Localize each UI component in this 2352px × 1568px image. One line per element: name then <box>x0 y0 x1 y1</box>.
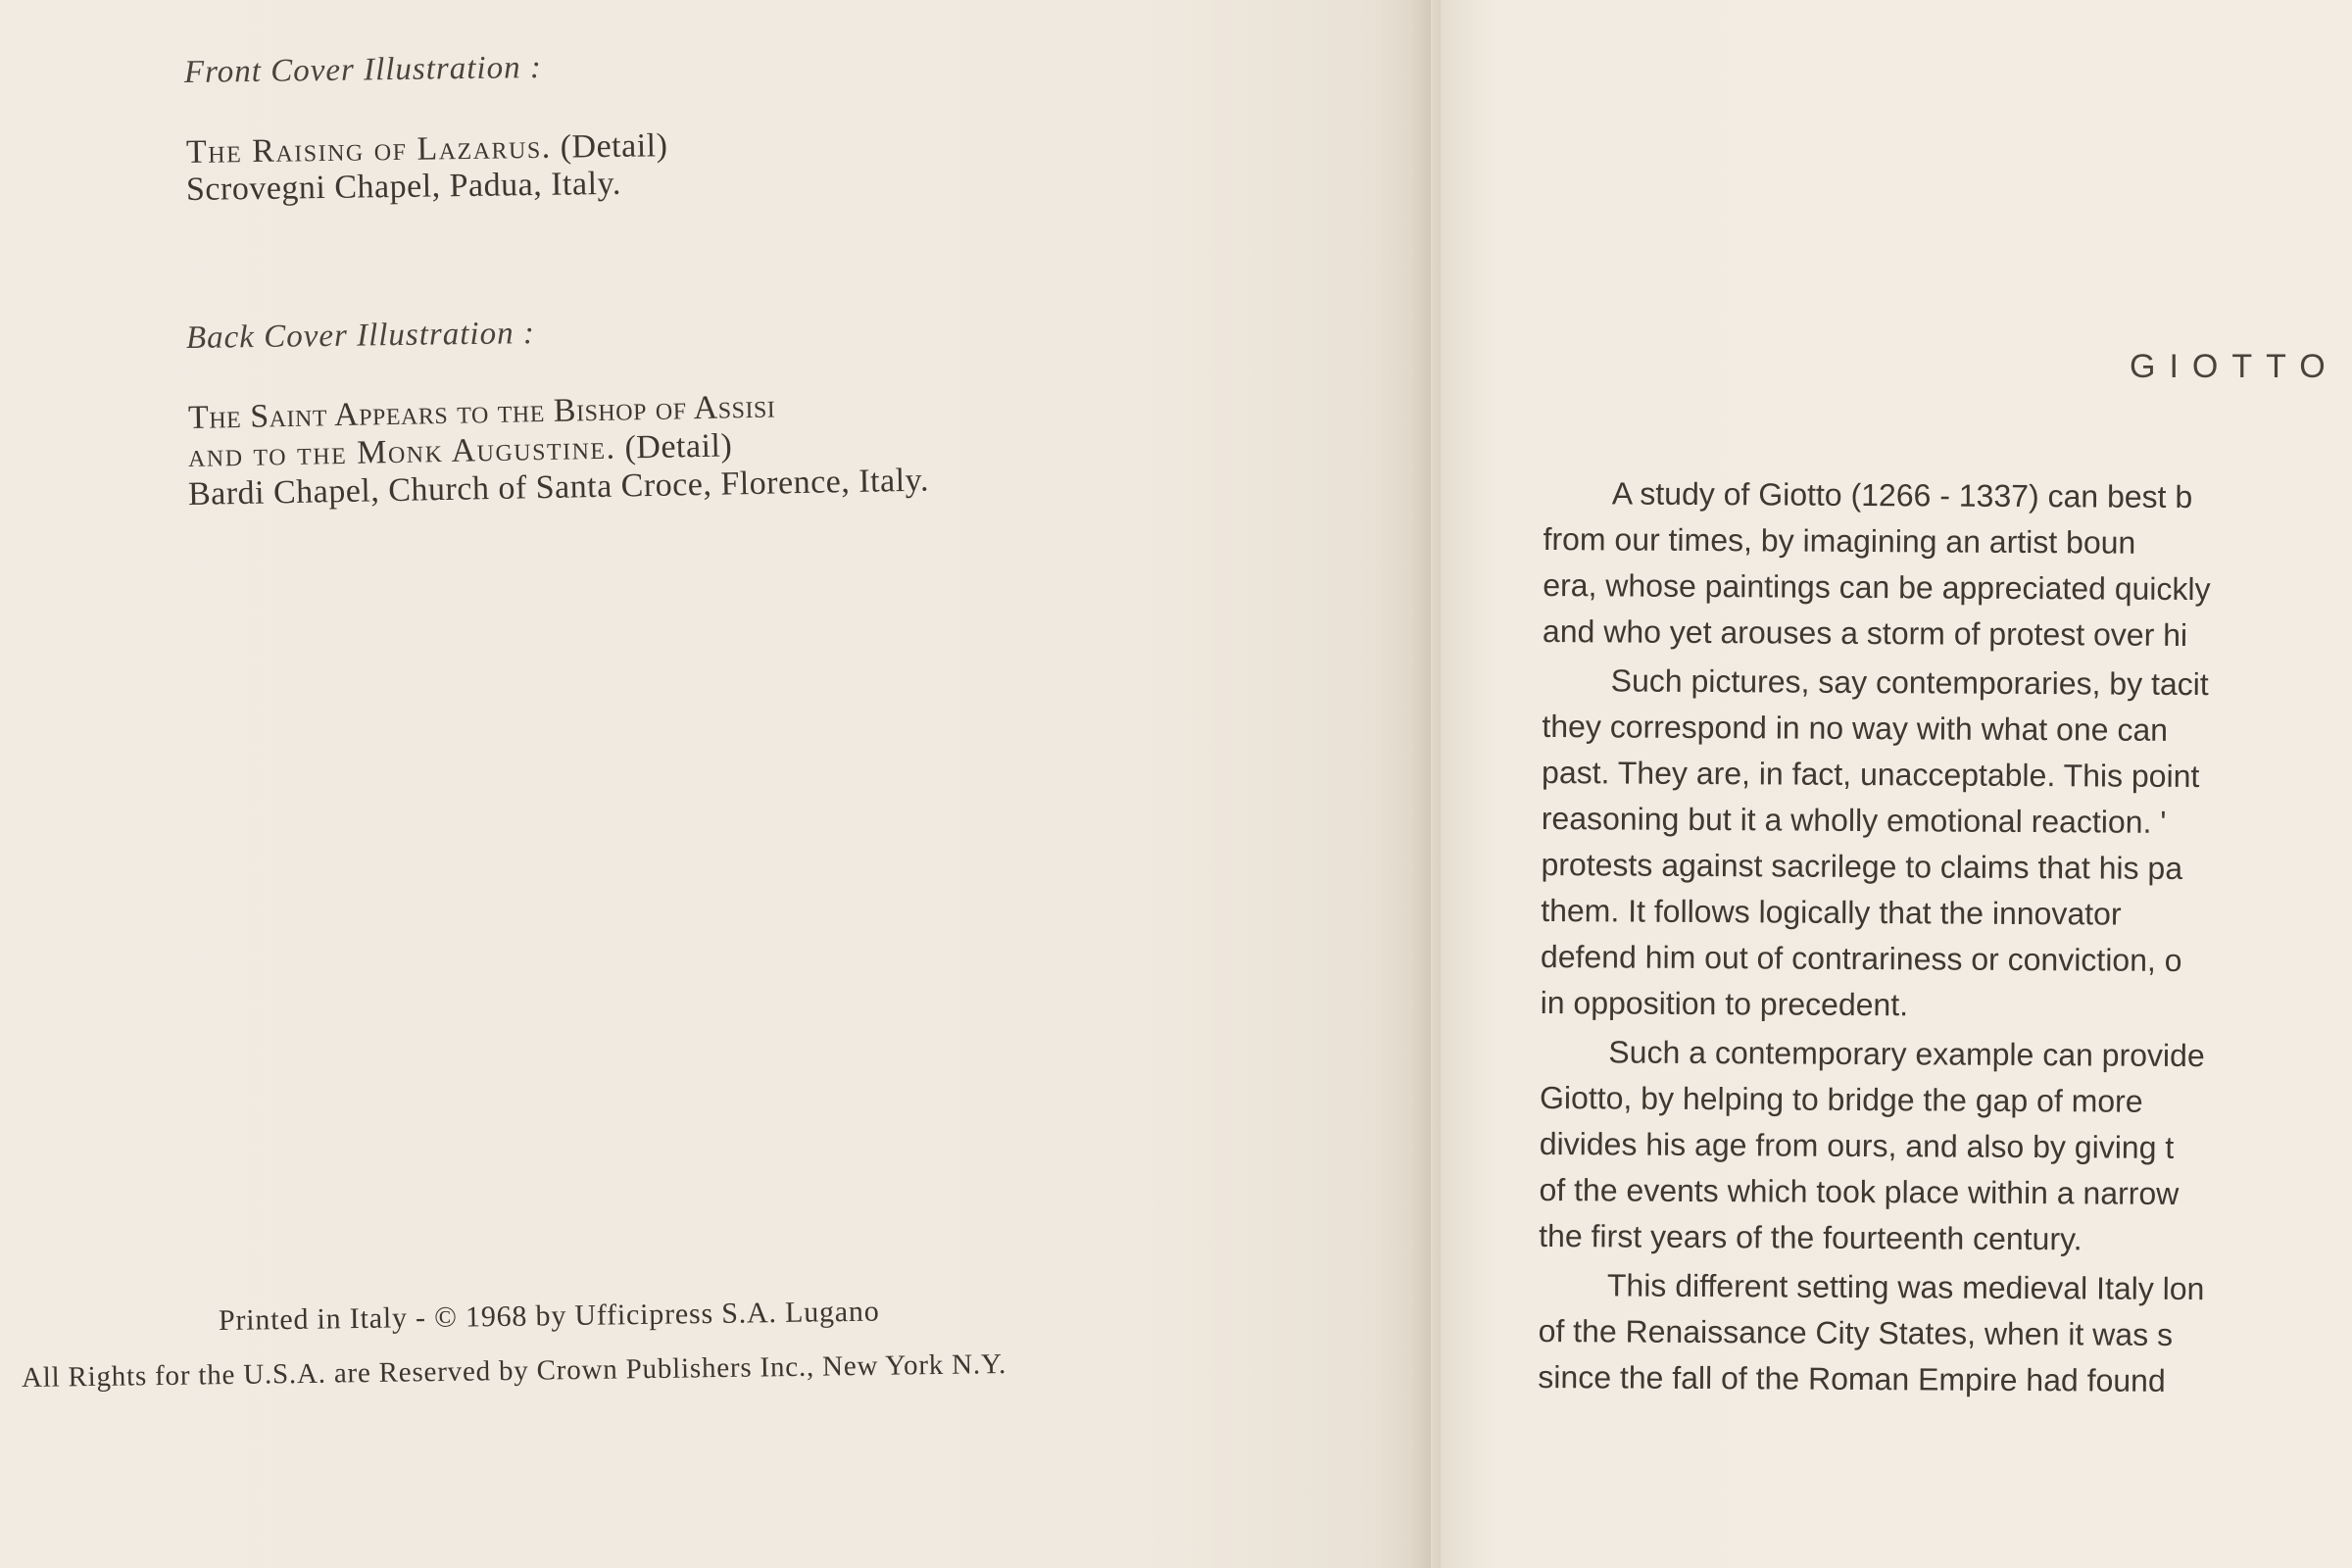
back-cover-title-line-2: and to the Monk Augustine. <box>187 429 616 474</box>
front-cover-location: Scrovegni Chapel, Padua, Italy. <box>185 165 622 208</box>
body-text <box>1538 470 2352 1405</box>
body-line: This different setting was medieval Italy lon <box>1606 1267 2205 1307</box>
body-line: of the Renaissance City States, when it was s <box>1538 1312 2174 1352</box>
body-line: protests against sacrilege to claims that his pa <box>1541 846 2183 886</box>
body-line: Such a contemporary example can provide <box>1608 1034 2205 1074</box>
front-cover-heading: Front Cover Illustration : <box>183 49 543 90</box>
body-line: they correspond in no way with what one can <box>1542 708 2169 748</box>
body-line: the first years of the fourteenth century. <box>1539 1217 2082 1257</box>
imprint-line-2: All Rights for the U.S.A. are Reserved by Crown Publishers Inc., New York N.Y. <box>21 1348 1007 1394</box>
body-line: defend him out of contrariness or conviction, o <box>1540 938 2182 978</box>
imprint-line-1: Printed in Italy - © 1968 by Ufficipress S.A. Lugano <box>218 1295 880 1337</box>
front-cover-detail: (Detail) <box>560 127 668 166</box>
body-line: Such pictures, say contemporaries, by tacit <box>1610 662 2209 703</box>
back-cover-heading: Back Cover Illustration : <box>185 316 536 356</box>
body-line: in opposition to precedent. <box>1540 984 1909 1023</box>
body-line: past. They are, in fact, unacceptable. This point <box>1542 754 2200 795</box>
body-line: Giotto, by helping to bridge the gap of more <box>1539 1079 2143 1119</box>
back-cover-detail: (Detail) <box>624 427 733 466</box>
back-cover-location: Bardi Chapel, Church of Santa Croce, Florence, Italy. <box>187 462 930 513</box>
body-line: A study of Giotto (1266 - 1337) can best b <box>1611 475 2193 515</box>
body-line: and who yet arouses a storm of protest over hi <box>1542 612 2188 654</box>
back-cover-title-line-1: The Saint Appears to the Bishop of Assisi <box>187 388 776 436</box>
body-line: divides his age from ours, and also by giving t <box>1539 1125 2175 1165</box>
body-line: reasoning but it a wholly emotional reaction. ' <box>1541 800 2167 840</box>
page-title: GIOTTO <box>2130 348 2339 385</box>
body-line: since the fall of the Roman Empire had found <box>1538 1358 2166 1398</box>
body-line: of the events which took place within a narrow <box>1539 1171 2180 1211</box>
body-line: from our times, by imagining an artist boun <box>1543 520 2136 561</box>
body-line: them. It follows logically that the innovator <box>1541 892 2122 932</box>
front-cover-title: The Raising of Lazarus. <box>185 128 552 171</box>
body-line: era, whose paintings can be appreciated quickly <box>1543 566 2211 608</box>
